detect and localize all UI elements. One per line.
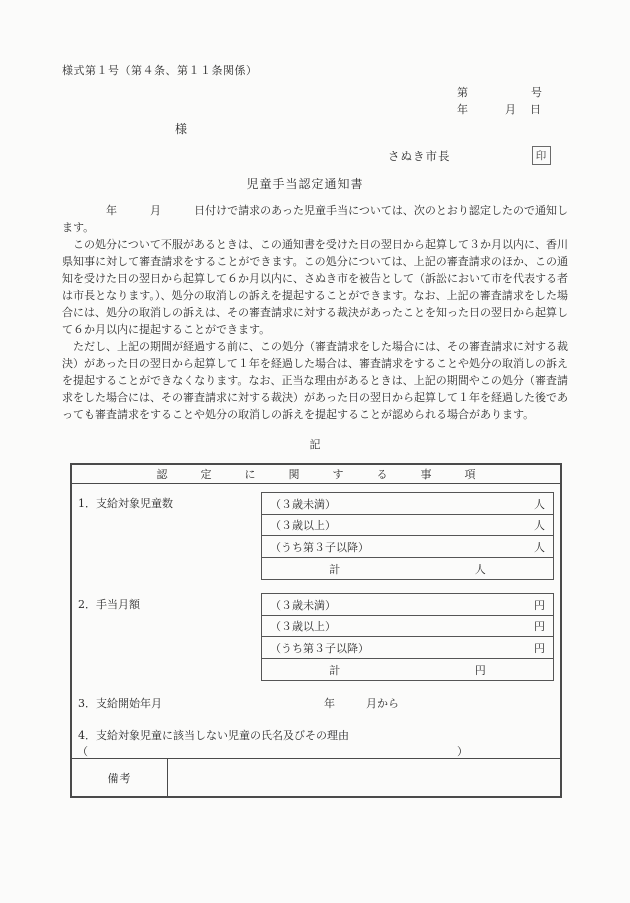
total-unit: 人 <box>474 562 486 576</box>
row-label: （３歳以上） <box>270 620 336 634</box>
paragraph-appeal-deadline: ただし、上記の期間が経過する前に、この処分（審査請求をした場合には、その審査請求に対する裁決）があった日の翌日から起算して１年を経過した場合は、審査請求をすることや処分の取消しの訴えを提起することができなくなります。なお、正当な理由があるときは、上記の期間やこの処分（審査請求をした場合には、その審査請求に対する裁決）があった日の翌日から起算して１年を経過した後であっても審査請求をすることや処分の取消しの訴えを提起することが認められる場合があります。 <box>62 340 568 421</box>
section-excluded-children <box>72 727 560 758</box>
amount-row-over3 <box>262 616 553 638</box>
row-unit: 円 <box>534 641 545 655</box>
row-unit: 人 <box>534 497 545 511</box>
payment-start-month-label: 月から <box>366 697 399 711</box>
body-text <box>62 202 568 423</box>
date-year-label: 年 <box>457 103 468 116</box>
section-excluded-children-label: 4．支給対象児童に該当しない児童の氏名及びその理由 <box>78 729 349 743</box>
child-count-row-third-child <box>262 536 553 558</box>
child-count-total-row <box>262 558 553 580</box>
section-monthly-amount-label: 2．手当月額 <box>78 598 140 612</box>
row-label: （うち第３子以降） <box>270 540 369 554</box>
remarks-content <box>168 759 560 796</box>
row-unit: 人 <box>534 540 545 554</box>
paren-open: （ <box>77 745 88 759</box>
row-unit: 円 <box>534 598 545 612</box>
issuer-row <box>388 146 563 165</box>
remarks-label: 備考 <box>72 759 168 796</box>
total-label: 計 <box>329 562 341 576</box>
document-number-block <box>457 84 542 118</box>
table-body <box>72 484 560 758</box>
row-label: （３歳以上） <box>270 519 336 533</box>
amount-total-row <box>262 659 553 681</box>
child-count-row-over3 <box>262 515 553 537</box>
section-payment-start <box>72 695 560 711</box>
excluded-children-entry-line <box>72 743 468 758</box>
doc-number-suffix: 号 <box>531 86 542 99</box>
child-count-box <box>261 492 554 580</box>
amount-row-under3 <box>262 594 553 616</box>
paren-close: ） <box>457 745 468 759</box>
date-day-label: 日 <box>530 103 541 116</box>
certification-table <box>70 463 562 798</box>
row-unit: 円 <box>534 620 545 634</box>
child-count-row-under3 <box>262 493 553 515</box>
ki-marker: 記 <box>309 438 321 451</box>
document-date-line <box>457 101 542 118</box>
row-label: （３歳未満） <box>270 497 336 511</box>
seal-box <box>532 146 551 165</box>
total-label: 計 <box>329 663 341 677</box>
row-label: （３歳未満） <box>270 598 336 612</box>
date-month-label: 月 <box>505 103 516 116</box>
row-unit: 人 <box>534 519 545 533</box>
document-number-line <box>457 84 542 101</box>
doc-number-prefix: 第 <box>457 86 468 99</box>
payment-start-year-label: 年 <box>324 697 335 711</box>
document-title: 児童手当認定通知書 <box>246 177 364 191</box>
row-label: （うち第３子以降） <box>270 641 369 655</box>
addressee-suffix: 様 <box>175 122 188 136</box>
section-monthly-amount <box>72 593 560 681</box>
total-unit: 円 <box>474 663 486 677</box>
table-header: 認 定 に 関 す る 事 項 <box>72 465 560 484</box>
seal-stamp-label: 印 <box>535 150 547 162</box>
section-child-count-label: 1．支給対象児童数 <box>78 497 173 511</box>
remarks-row <box>72 758 560 796</box>
form-reference: 様式第１号（第４条、第１１条関係） <box>62 64 258 77</box>
section-child-count <box>72 492 560 580</box>
issuer-name: さぬき市長 <box>388 148 451 163</box>
amount-row-third-child <box>262 637 553 659</box>
paragraph-request-notice: 年 月 日付けで請求のあった児童手当については、次のとおり認定したので通知します。 <box>62 204 568 234</box>
paragraph-appeal-rights: この処分について不服があるときは、この通知書を受けた日の翌日から起算して３か月以内に、香川県知事に対して審査請求をすることができます。この処分については、上記の審査請求のほか、この通知を受けた日の翌日から起算して６か月以内に、さぬき市を被告として（訴訟において市を代表する者は市長となります。）、処分の取消しの訴えを提起することができます。なお、上記の審査請求をした場合には、処分の取消しの訴えは、その審査請求に対する裁決があったことを知った日の翌日から起算して６か月以内に提起することができます。 <box>62 238 568 336</box>
section-payment-start-label: 3．支給開始年月 <box>78 697 162 711</box>
monthly-amount-box <box>261 593 554 681</box>
